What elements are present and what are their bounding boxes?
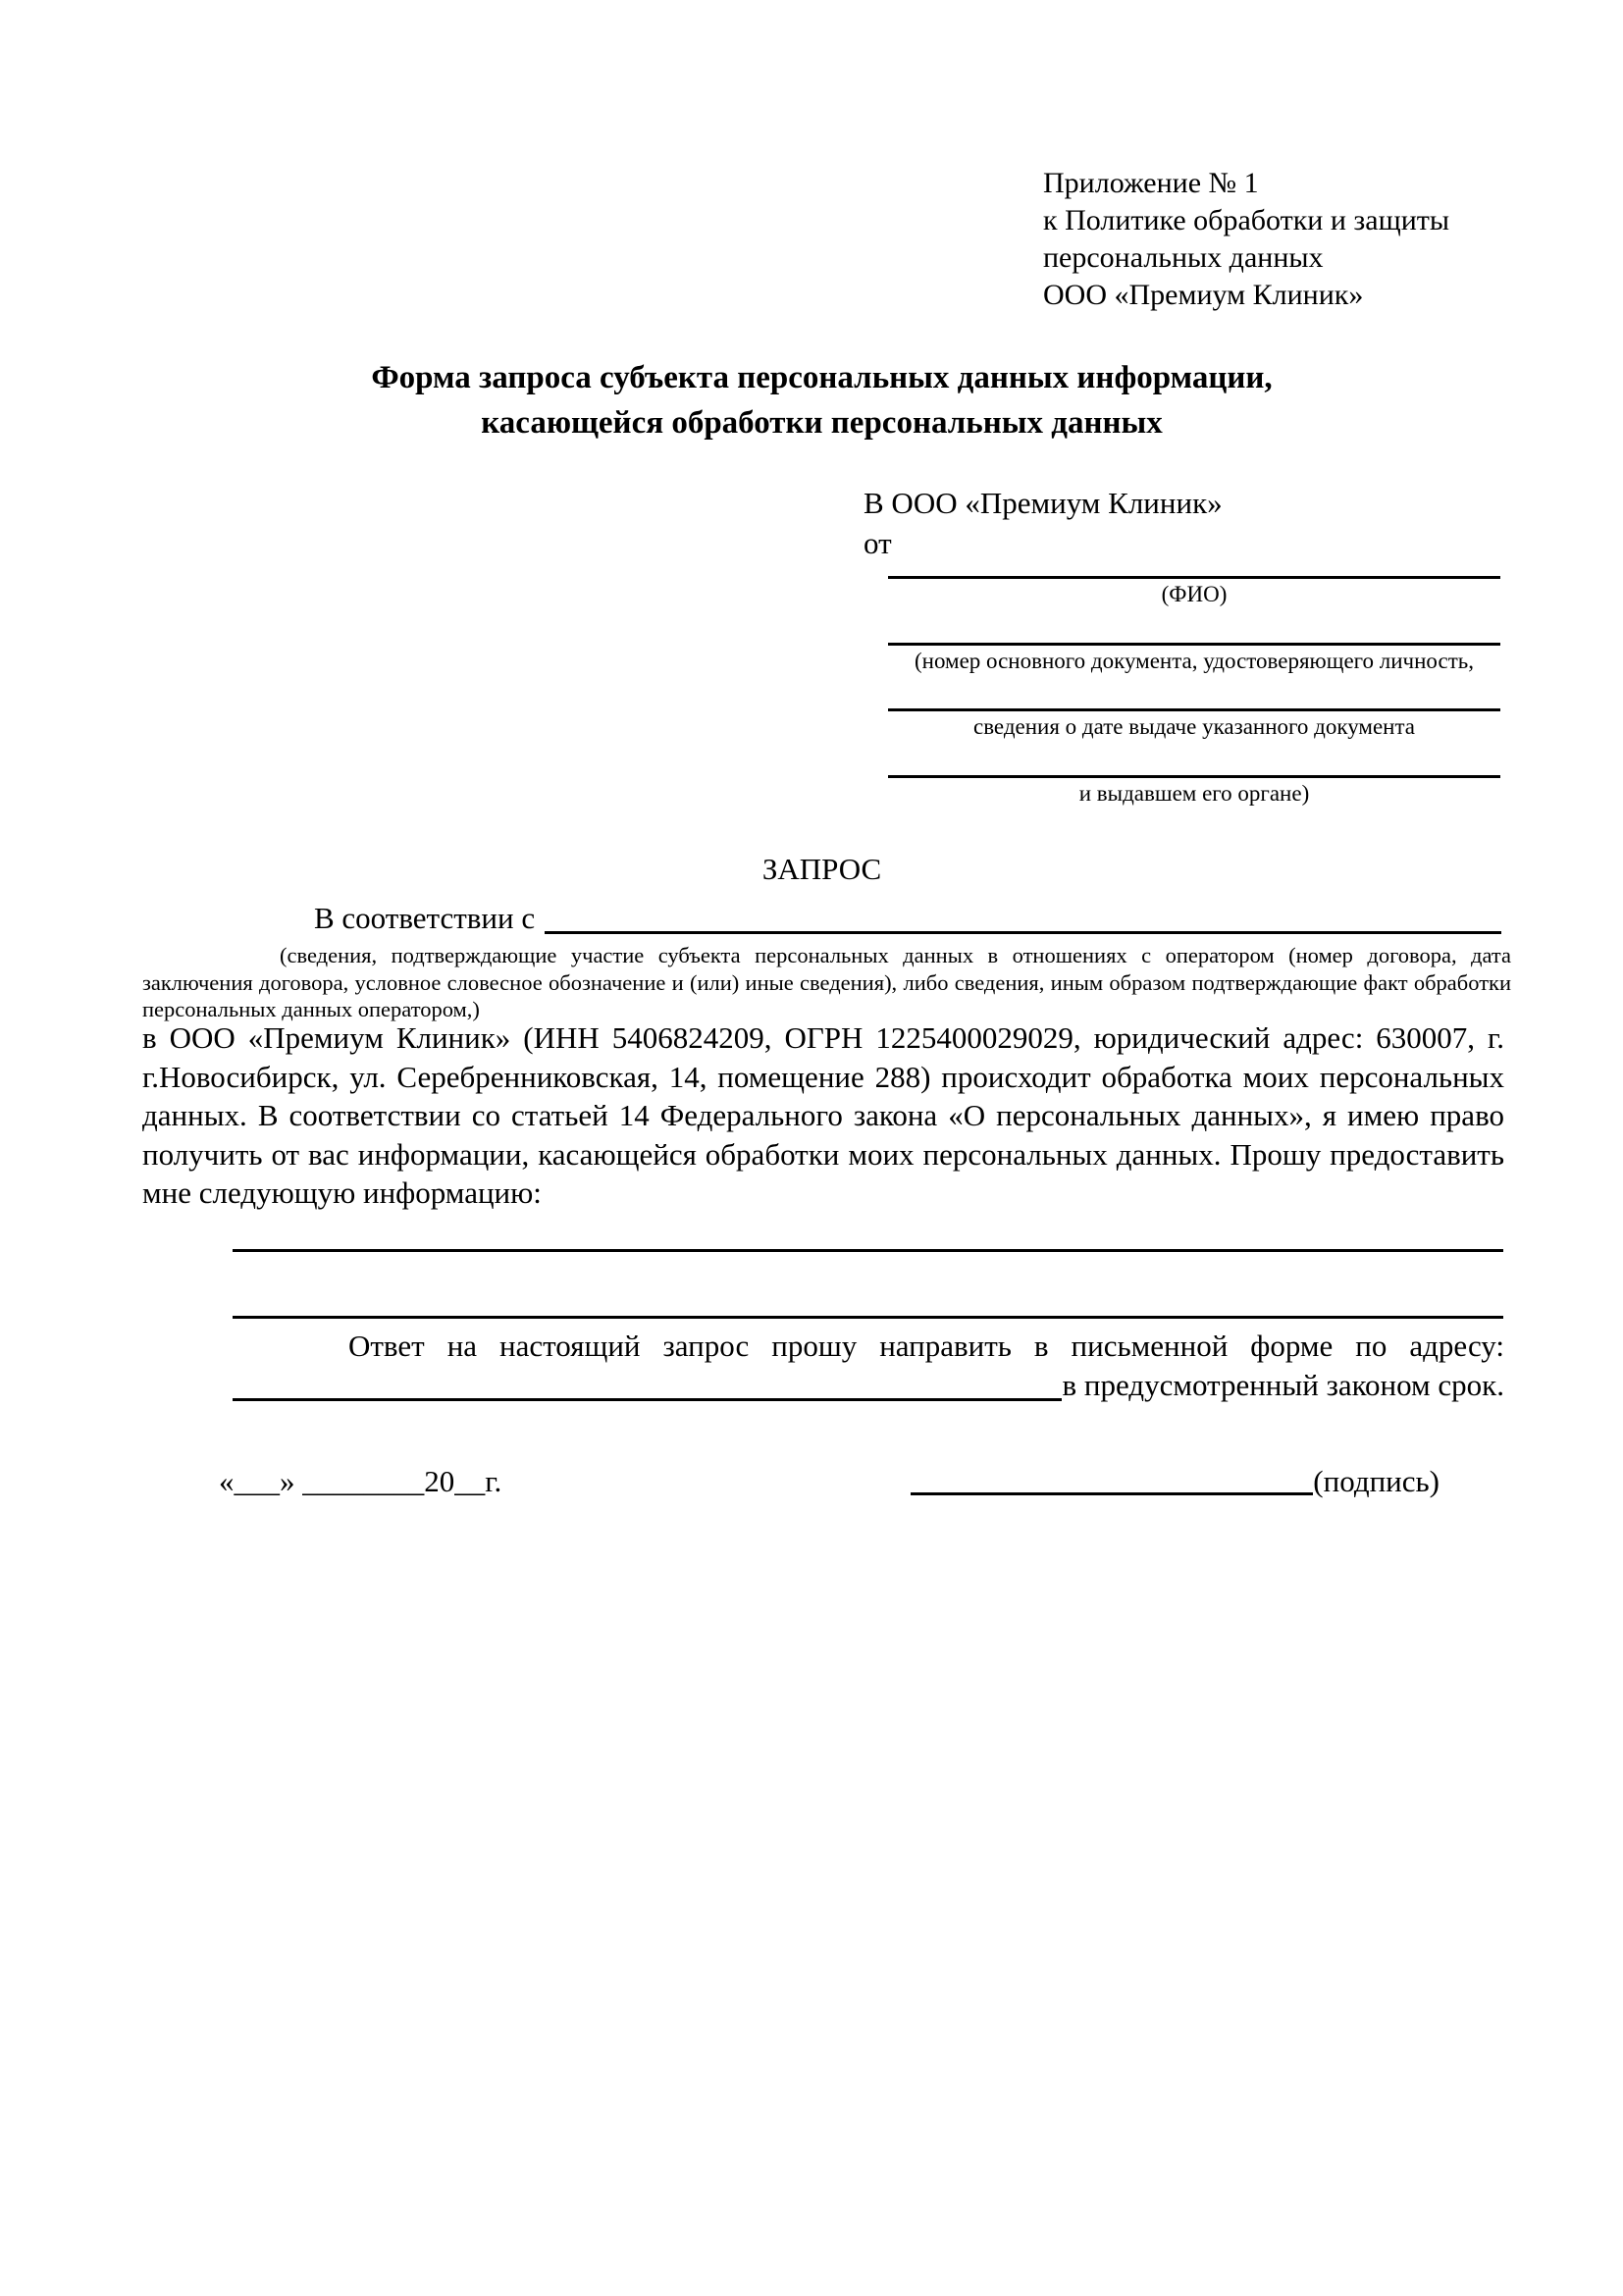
fio-fill-line — [888, 548, 1500, 579]
document-title — [142, 355, 1501, 445]
request-heading: ЗАПРОС — [761, 852, 882, 886]
according-row — [142, 899, 1501, 938]
body-paragraph: в ООО «Премиум Клиник» (ИНН 5406824209, ОГРН 1225400029029, юридический адрес: 630007, г. г.Новосибирск, ул. Серебренниковская, 14, помещение 288) происходит обработка моих персональных данных. В соответствии со статьей 14 Федерального закона «О персональных данных», я имею право получить от вас информации, касающейся обработки моих персональных данных. Прошу предоставить мне следующую информацию: — [142, 1020, 1504, 1210]
field-row-issue-date — [888, 680, 1500, 747]
information-fill-line-2 — [233, 1316, 1503, 1319]
footer-row — [142, 1462, 1501, 1501]
document-title-line-2: касающейся обработки персональных данных — [481, 405, 1163, 441]
document-title-line-1: Форма запроса субъекта персональных данных информации, — [371, 360, 1273, 395]
date-template: «___» ________20__г. — [219, 1464, 502, 1498]
deadline-row — [142, 1366, 1504, 1405]
signature-fill-line — [911, 1492, 1313, 1495]
according-fill-line — [545, 899, 1501, 934]
fio-caption: (ФИО) — [1161, 582, 1228, 606]
appendix-line-2: к Политике обработки и защиты — [1043, 204, 1450, 236]
signature-group — [911, 1462, 1440, 1501]
answer-sentence: Ответ на настоящий запрос прошу направить в письменной форме по адресу: — [348, 1329, 1504, 1363]
signature-caption: (подпись) — [1313, 1464, 1440, 1498]
address-fill-line — [233, 1366, 1062, 1401]
issue-date-caption: сведения о дате выдаче указанного документа — [972, 714, 1416, 739]
appendix-reference — [1043, 165, 1449, 314]
issuing-authority-fill-line — [888, 747, 1500, 778]
appendix-line-4: ООО «Премиум Клиник» — [1043, 279, 1364, 311]
field-row-issuing-authority — [888, 747, 1500, 813]
field-row-fio — [888, 548, 1500, 614]
document-number-fill-line — [888, 614, 1500, 646]
addressee-from: от — [864, 526, 892, 560]
issue-date-fill-line — [888, 680, 1500, 711]
applicant-fields — [888, 548, 1500, 812]
addressee-to: В ООО «Премиум Клиник» — [864, 486, 1223, 520]
appendix-line-3: персональных данных — [1043, 241, 1324, 274]
deadline-text: в предусмотренный законом срок. — [1062, 1368, 1504, 1402]
issuing-authority-caption: и выдавшем его органе) — [1078, 780, 1310, 806]
fine-print-caption: (сведения, подтверждающие участие субъекта персональных данных в отношениях с оператором (номер договора, дата заключения договора, условное словесное обозначение и (или) иные сведения), либо сведения, иным образом подтверждающие факт обработки персональных данных оператором,) — [142, 943, 1511, 1021]
field-row-document-number — [888, 614, 1500, 681]
according-prefix: В соответствии с — [314, 901, 536, 935]
information-fill-line-1 — [233, 1249, 1503, 1252]
document-number-caption: (номер основного документа, удостоверяющего личность, — [914, 648, 1474, 673]
appendix-line-1: Приложение № 1 — [1043, 167, 1259, 199]
